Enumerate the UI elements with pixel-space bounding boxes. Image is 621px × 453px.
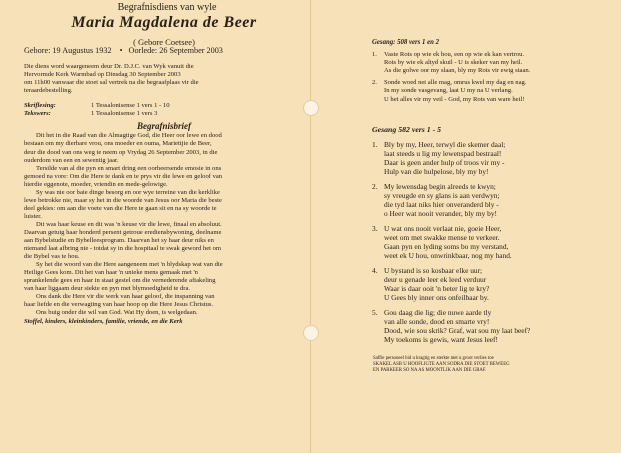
letter-paragraph: [24, 132, 304, 164]
death-date: Oorlede: 26 September 2003: [128, 46, 223, 56]
reading-text: 1 Tessalonisense 1 vers 3: [91, 110, 158, 118]
letter-line: Dit het in die Raad van die Almagtige God, die Heer oor lewe en dood: [36, 132, 222, 140]
letter-line: Tersilde van al die pyn en smart dring een oorheersende emosie in ons: [36, 164, 222, 172]
hymn-582-title: Gesang 582 vers 1 - 5: [372, 124, 442, 134]
verse-line: Vaste Rots op wie ek bou, een op wie ek kan vertrou.: [384, 51, 525, 59]
verse-line: Waar is daar ooit 'n beter lig te kry?: [384, 283, 490, 293]
verse-number: 3.: [372, 223, 378, 233]
verse-line: deur u genade leer ek leed verduur: [384, 274, 487, 284]
verse-lines: [384, 79, 612, 103]
life-dates: [24, 47, 304, 55]
verse-lines: [384, 140, 612, 176]
verse-line: U het alles vir my veil - God, my Rots van ware heil!: [384, 95, 525, 103]
service-info-line: teraardebestelling.: [24, 87, 73, 95]
letter-line: ouderdom van een en sewentig jaar.: [24, 156, 119, 164]
verse-lines: [384, 182, 612, 218]
hymn-verse: [372, 308, 612, 344]
service-info-line: om 11h00 vanwaar die stoet sal vertrek na die begraafplaas vir die: [24, 79, 199, 87]
scripture-readings: [24, 102, 304, 118]
verse-line: van alle sonde, dood en smarte vry!: [384, 316, 490, 326]
verse-line: U Gees bly inner ons onfeilbaar by.: [384, 292, 489, 302]
letter-line: Dit was haar keuse en dit was 'n keuse vir die lewe, finaal en absoluut.: [36, 220, 222, 228]
hymn-verse: [372, 224, 612, 260]
verse-lines: [384, 51, 612, 75]
letter-line: Ons buig onder die wil van God. Wat Hy doen, is welgedaan.: [36, 309, 198, 317]
hymn-verse: [372, 79, 612, 103]
notice-line: Saffie personeel bid u kragtig en sterkte met u groot verlies toe: [373, 355, 494, 361]
page-fold: [310, 0, 311, 453]
verse-number: 5.: [372, 307, 378, 317]
verse-line: Rots by wie ek altyd skuil - U is skeker van my heil.: [384, 59, 523, 67]
letter-line: haar liefde en die verwagting van haar hoop op die Here Jesus Christus.: [24, 301, 214, 309]
verse-line: My lewensdag begin alreeds te kwyn;: [384, 181, 496, 191]
service-info-line: Hervormde Kerk Warmbad op Dinsdag 30 September 2003: [24, 71, 181, 79]
service-info-line: Die diens word waargeneem deur Dr. D.J.C. van Wyk vanuit die: [24, 63, 194, 71]
notice-line: EN PARKEER SO NA AS MOONTLIK AAN DIE GRAF.: [373, 368, 487, 374]
letter-line: aan Bybelstudie en Bybelleesprogram. Daarvan het sy haar deur niks en: [24, 237, 214, 245]
funeral-notice: [372, 356, 612, 375]
letter-line: Sy het die woord van die Here aangeneem met 'n blydskap wat van die: [36, 261, 223, 269]
hymn-verse: [372, 140, 612, 176]
letter-line: lewe betrokke nie, maar sy het in die woorde van Jesus oor Maria die beste: [24, 196, 222, 204]
verse-number: 2.: [372, 79, 377, 87]
letter-paragraph: [24, 221, 304, 261]
funeral-letter: [24, 132, 304, 317]
verse-lines: [384, 308, 612, 344]
reading-text: 1 Tessalonisense 1 vers 1 - 10: [91, 102, 170, 110]
hymn-verse: [372, 51, 612, 75]
verse-line: sy vreugde en sy glans is aan verdwyn;: [384, 190, 500, 200]
letter-line: niemand laat afbring nie - totdat sy in die hospitaal te swak geword het om: [24, 245, 222, 253]
hymn-508-title: Gesang: 508 vers 1 en 2: [372, 39, 440, 46]
hymn-verse: [372, 266, 612, 302]
verse-line: laat steeds u lig my lewenspad bestraal!: [384, 148, 502, 158]
verse-line: U wat ons nooit verlaat nie, goeie Heer,: [384, 223, 502, 233]
verse-number: 1.: [372, 139, 378, 149]
letter-line: Ons dank die Here vir die werk van haar geloof, die inspanning van: [36, 293, 215, 301]
verse-line: Dood, wie sou skrik? Graf, wat sou my laat beef?: [384, 325, 531, 335]
bullet: •: [119, 46, 123, 56]
letter-line: luister.: [24, 212, 42, 220]
letter-line: die Bybel vas te hou.: [24, 253, 80, 261]
letter-paragraph: [24, 165, 304, 189]
verse-lines: [384, 224, 612, 260]
letter-title: Begrafnisbrief: [137, 121, 191, 132]
verse-line: weet om met swakke mense te verkeer.: [384, 232, 500, 242]
verse-line: U bystand is so kosbaar elke uur;: [384, 265, 483, 275]
verse-line: Bly by my, Heer, terwyl die skemer daal;: [384, 139, 506, 149]
deceased-name: Maria Magdalena de Beer: [71, 14, 257, 32]
verse-line: weet ek U hou, onwrinkbaar, nog my hand.: [384, 250, 512, 260]
service-info: [24, 63, 304, 95]
verse-line: In my sonde vasgevang, laat U my na U verlang.: [384, 87, 513, 95]
hymn-582: [372, 140, 612, 344]
left-column: [24, 4, 304, 326]
verse-line: Gou daag die lig; die nuwe aarde tly: [384, 307, 492, 317]
punch-hole: [303, 325, 319, 341]
service-title: Begrafnisdiens van wyle: [117, 2, 217, 13]
verse-number: 2.: [372, 181, 378, 191]
letter-line: deur die dood van ons weg te neem op Vrydag 26 September 2003, in die: [24, 148, 218, 156]
letter-line: Daarvan getuig haar honderd persent getroue erediensbywoning, deelname: [24, 228, 222, 236]
letter-line: sprankelende gees en haar in staat gestel om die vernederende aftakeling: [24, 277, 216, 285]
verse-line: Hulp van die hulpelose, bly my by!: [384, 166, 489, 176]
birth-date: Gebore: 19 Augustus 1932: [24, 46, 112, 56]
verse-lines: [384, 266, 612, 302]
hymn-508: [372, 51, 612, 104]
verse-line: Gaan pyn en lyding soms bo my verstand,: [384, 241, 509, 251]
letter-paragraph: [24, 309, 304, 317]
letter-paragraph: [24, 261, 304, 293]
hymn-verse: [372, 182, 612, 218]
verse-line: Sonde woed net alle mag, omrus kwel my dag en nag.: [384, 79, 527, 87]
reading-label: Tekswers:: [24, 110, 51, 118]
verse-line: die tyd laat niks hier onveranderd bly -: [384, 199, 499, 209]
verse-line: As die golwe oor my slaan, bly my Rots vir ewig staan.: [384, 67, 531, 75]
letter-line: bestaan om my dierbare vrou, ons moeder en ouma, Mariettjie de Beer,: [24, 140, 212, 148]
verse-number: 4.: [372, 265, 378, 275]
letter-signature: Stoffel, kinders, kleinkinders, familie, vriende, en die Kerk: [24, 317, 183, 325]
verse-line: Daar is geen ander hulp of troos vir my -: [384, 157, 505, 167]
verse-line: o Heer wat nooit verander, bly my by!: [384, 208, 497, 218]
verse-number: 1.: [372, 51, 377, 59]
letter-line: Sy was nie oor baie dinge besorg en oor wye terreine van die kerklike: [36, 188, 220, 196]
letter-paragraph: [24, 293, 304, 309]
letter-line: Heilige Gees kom. Dit het van haar 'n unieke mens gemaak met 'n: [24, 269, 198, 277]
letter-line: hierdie eggenote, moeder, vriendin en mede-gelowige.: [24, 180, 168, 188]
verse-line: My toekoms is gewis, want Jesus leef!: [384, 334, 498, 344]
right-column: [372, 39, 612, 375]
letter-paragraph: [24, 189, 304, 221]
maiden-name: ( Gebore Coetsee): [133, 37, 195, 48]
reading-row: [24, 110, 304, 118]
letter-line: gemoed na vore: Om die Here te dank en te prys vir die lewe en geloof van: [24, 172, 223, 180]
reading-label: Skriflesing:: [24, 102, 56, 110]
reading-row: [24, 102, 304, 110]
letter-line: deel gekies: om aan die voete van die Here te gaan sit en na sy woorde te: [24, 204, 217, 212]
letter-line: van haar liggaam deur siekte en pyn met blymoedigheid te dra.: [24, 285, 191, 293]
punch-hole: [303, 100, 319, 116]
notice-line: SKAKEL ASB U HOOFLIGTE AAN SODRA DIE STOET BEWEEG: [373, 362, 510, 368]
